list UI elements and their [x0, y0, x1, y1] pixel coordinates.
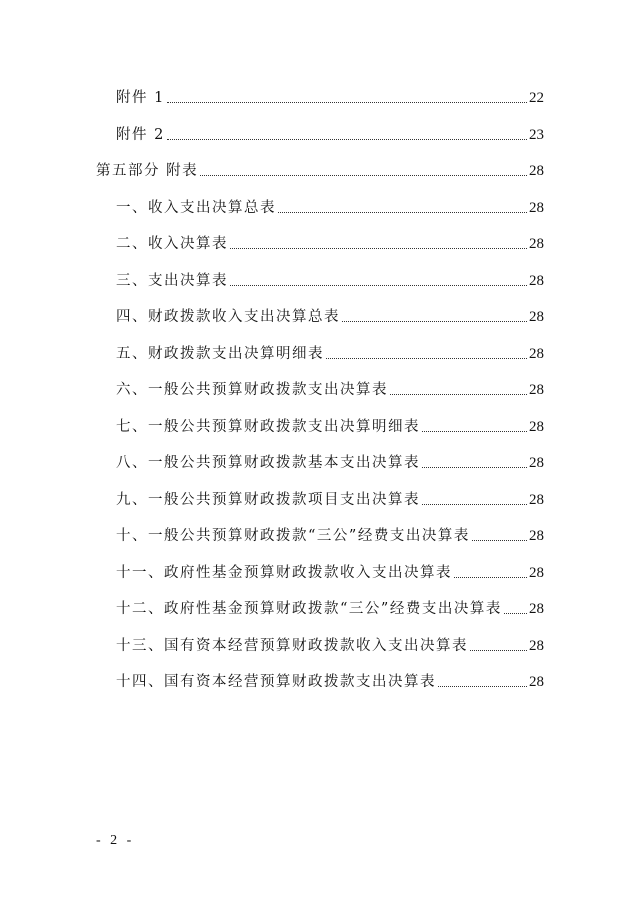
toc-entry-page: 28: [529, 236, 544, 252]
toc-entry[interactable]: [116, 86, 544, 110]
toc-entry-label: 五、财政拨款支出决算明细表: [116, 345, 324, 362]
toc-entry-page: 28: [529, 674, 544, 690]
toc-dot-leader: [200, 175, 527, 176]
toc-entry[interactable]: [116, 488, 544, 512]
toc-entry[interactable]: [116, 451, 544, 475]
toc-entry-label: 十三、国有资本经营预算财政拨款收入支出决算表: [116, 637, 468, 654]
toc-entry[interactable]: [116, 232, 544, 256]
toc-entry[interactable]: [116, 524, 544, 548]
toc-entry-page: 28: [529, 199, 544, 216]
toc-dot-leader: [422, 504, 527, 505]
toc-entry[interactable]: [116, 415, 544, 439]
toc-entry-page: 28: [529, 382, 544, 398]
toc-entry[interactable]: [116, 305, 544, 329]
toc-entry-page: 28: [529, 601, 544, 617]
toc-entry-label: 十一、政府性基金预算财政拨款收入支出决算表: [116, 564, 452, 581]
toc-dot-leader: [390, 394, 527, 395]
toc-entry[interactable]: [96, 159, 544, 183]
toc-dot-leader: [167, 102, 527, 103]
toc-entry[interactable]: [116, 269, 544, 293]
toc-entry[interactable]: [116, 378, 544, 402]
toc-entry[interactable]: [116, 634, 544, 658]
toc-dot-leader: [230, 248, 527, 249]
toc-entry[interactable]: [116, 123, 544, 147]
toc-dot-leader: [326, 358, 527, 359]
toc-entry-page: 22: [529, 90, 544, 106]
toc-entry-label: 十二、政府性基金预算财政拨款“三公”经费支出决算表: [116, 601, 502, 617]
toc-entry-page: 28: [529, 418, 544, 435]
toc-entry-label: 七、一般公共预算财政拨款支出决算明细表: [116, 418, 420, 435]
toc-entry-page: 28: [529, 564, 544, 581]
toc-entry[interactable]: [116, 597, 544, 621]
toc-dot-leader: [342, 321, 527, 322]
toc-dot-leader: [422, 467, 527, 468]
toc-entry-label: 六、一般公共预算财政拨款支出决算表: [116, 382, 388, 398]
toc-entry[interactable]: [116, 561, 544, 585]
toc-dot-leader: [167, 139, 527, 140]
toc-entry-page: 28: [529, 491, 544, 508]
toc-entry-label: 附件 1: [116, 90, 165, 106]
toc-dot-leader: [504, 613, 527, 614]
toc-entry-label: 十四、国有资本经营预算财政拨款支出决算表: [116, 674, 436, 690]
toc-entry-page: 28: [529, 455, 544, 471]
toc-entry-label: 四、财政拨款收入支出决算总表: [116, 309, 340, 325]
toc-entry-page: 28: [529, 345, 544, 362]
toc-dot-leader: [422, 431, 527, 432]
toc-entry[interactable]: [116, 196, 544, 220]
toc-entry-page: 28: [529, 528, 544, 544]
toc-entry-label: 三、支出决算表: [116, 272, 228, 289]
toc-entry[interactable]: [116, 670, 544, 694]
toc-entry-label: 第五部分 附表: [96, 163, 199, 179]
toc-dot-leader: [438, 686, 527, 687]
toc-dot-leader: [230, 285, 527, 286]
toc-entry-label: 九、一般公共预算财政拨款项目支出决算表: [116, 491, 420, 508]
toc-entry-label: 二、收入决算表: [116, 236, 228, 252]
toc-entry-label: 八、一般公共预算财政拨款基本支出决算表: [116, 455, 420, 471]
toc-entry-label: 一、收入支出决算总表: [116, 199, 276, 216]
toc-entry-page: 28: [529, 309, 544, 325]
toc-dot-leader: [278, 212, 527, 213]
page-number: - 2 -: [96, 833, 135, 848]
toc-entry[interactable]: [116, 342, 544, 366]
toc-entry-page: 28: [529, 272, 544, 289]
toc-entry-label: 附件 2: [116, 126, 165, 143]
toc-entry-label: 十、一般公共预算财政拨款“三公”经费支出决算表: [116, 528, 470, 544]
toc-dot-leader: [472, 540, 527, 541]
toc-entry-page: 28: [529, 637, 544, 654]
toc-entry-page: 28: [529, 163, 544, 179]
toc-dot-leader: [470, 650, 527, 651]
toc-entry-page: 23: [529, 126, 544, 143]
toc-dot-leader: [454, 577, 527, 578]
